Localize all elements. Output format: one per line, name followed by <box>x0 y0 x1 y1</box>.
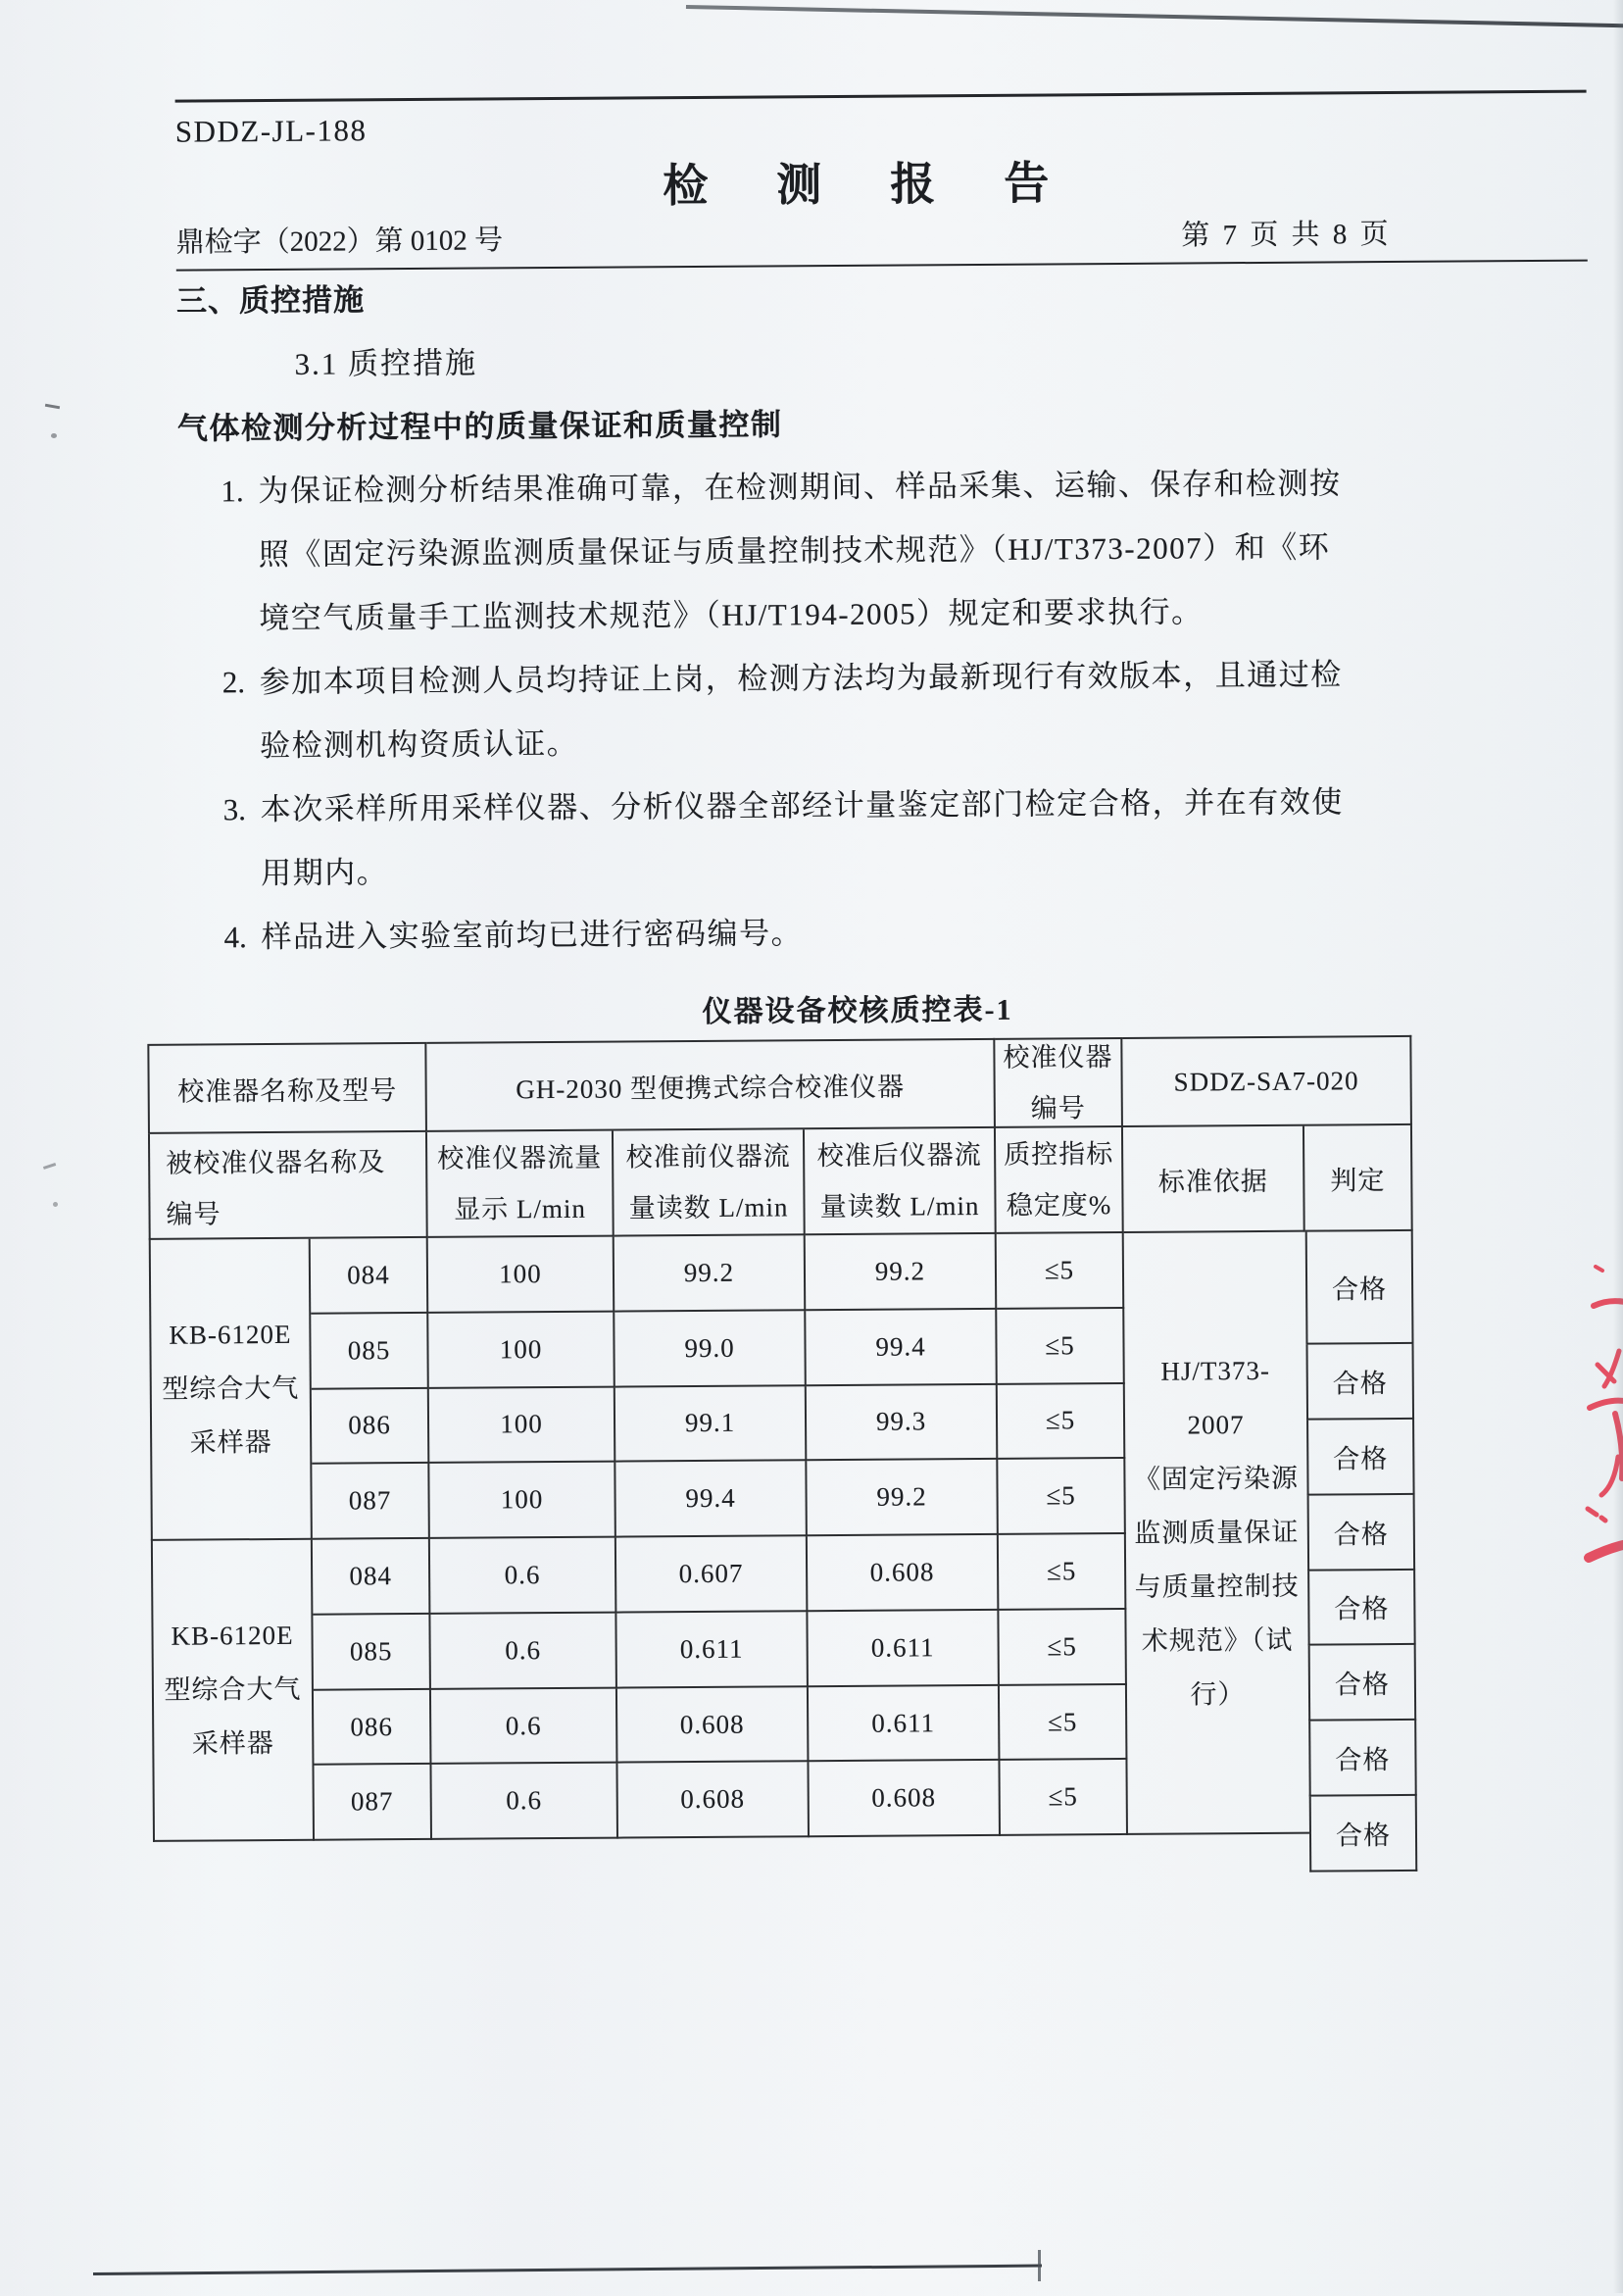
report-number: 鼎检字（2022）第 0102 号 <box>175 225 504 259</box>
post-reading-cell: 99.2 <box>807 1460 999 1536</box>
verdict-cell: 合格 <box>1308 1721 1417 1797</box>
page-indicator: 第 7 页 共 8 页 <box>1181 219 1392 252</box>
verdict-cell: 合格 <box>1308 1645 1417 1722</box>
flow-display-cell: 0.6 <box>431 1764 618 1840</box>
post-reading-cell: 0.611 <box>809 1686 1001 1763</box>
cell-line: 校准仪器流量 <box>437 1142 603 1173</box>
post-reading-cell: 0.611 <box>808 1611 1000 1687</box>
stability-cell: ≤5 <box>998 1384 1126 1461</box>
cell-line: 校准前仪器流 <box>625 1141 791 1173</box>
post-reading-cell: 0.608 <box>808 1535 1000 1612</box>
flow-display-cell: 100 <box>428 1312 615 1388</box>
top-rule <box>175 90 1587 103</box>
stability-cell: ≤5 <box>998 1459 1126 1535</box>
cell-line: 《固定污染源 <box>1133 1463 1300 1494</box>
header-standard-cell: 标准依据 <box>1123 1126 1305 1233</box>
cell-line: 编号 <box>1030 1093 1086 1123</box>
list-item-line: 境空气质量手工监测技术规范》（HJ/T194-2005）规定和要求执行。 <box>259 594 1204 636</box>
verdict-cell: 合格 <box>1307 1570 1416 1646</box>
verdict-cell: 合格 <box>1306 1420 1415 1496</box>
verdict-cell: 合格 <box>1306 1344 1415 1421</box>
header-verdict-cell: 判定 <box>1304 1125 1413 1232</box>
header-flow-display-cell <box>427 1131 615 1238</box>
cell-line: 校准仪器 <box>1003 1042 1113 1073</box>
post-reading-cell: 99.4 <box>806 1310 998 1386</box>
cell-line: 与质量控制技 <box>1134 1571 1300 1602</box>
instrument-no-cell: 085 <box>313 1615 431 1691</box>
pre-reading-cell: 0.611 <box>616 1612 809 1688</box>
list-item <box>179 770 1415 906</box>
pre-reading-cell: 0.608 <box>617 1763 810 1839</box>
cell-line: KB-6120E <box>169 1319 292 1350</box>
cell-line: 量读数 L/min <box>819 1190 980 1223</box>
header-calibrator-value-cell: GH-2030 型便携式综合校准仪器 <box>426 1038 996 1132</box>
stability-cell: ≤5 <box>997 1233 1125 1310</box>
red-signature-stamp <box>1451 1255 1623 1608</box>
report-meta-row <box>175 211 1587 261</box>
cell-line: 量读数 L/min <box>628 1192 789 1223</box>
list-item-line: 验检测机构资质认证。 <box>260 725 579 764</box>
stability-cell: ≤5 <box>999 1610 1127 1686</box>
cell-line: KB-6120E <box>171 1621 294 1651</box>
cell-line: 校准后仪器流 <box>816 1139 982 1172</box>
pre-reading-cell: 99.1 <box>615 1386 808 1463</box>
pre-reading-cell: 0.608 <box>617 1687 810 1764</box>
header-device-label-cell <box>148 1132 428 1240</box>
table-title: 仪器设备校核质控表-1 <box>702 993 1013 1028</box>
post-reading-cell: 0.608 <box>809 1761 1001 1837</box>
list-item-number: 3. <box>222 792 247 827</box>
header-calibrator-label-cell: 校准器名称及型号 <box>147 1042 427 1134</box>
header-pre-reading-cell <box>614 1129 806 1236</box>
cell-line: HJ/T373-2007 <box>1160 1355 1271 1440</box>
flow-display-cell: 0.6 <box>430 1538 617 1615</box>
cell-line: 型综合大气 <box>164 1674 302 1705</box>
standard-basis-cell <box>1124 1232 1309 1836</box>
device-name-cell <box>149 1239 313 1541</box>
instrument-no-cell: 087 <box>314 1765 432 1841</box>
pre-reading-cell: 0.607 <box>616 1536 809 1613</box>
cell-line: 稳定度% <box>1006 1190 1112 1221</box>
stability-cell: ≤5 <box>997 1309 1125 1385</box>
list-item-line: 样品进入实验室前均已进行密码编号。 <box>261 916 804 955</box>
flow-display-cell: 100 <box>428 1237 615 1314</box>
qc-list <box>177 451 1416 970</box>
list-item <box>179 642 1415 778</box>
header-post-reading-cell <box>805 1128 997 1235</box>
header-calibrator-no-cell <box>995 1037 1123 1128</box>
list-item-line: 参加本项目检测人员均持证上岗，检测方法均为最新现行有效版本，且通过检 <box>259 657 1343 700</box>
cell-line: 被校准仪器名称及 <box>166 1147 386 1178</box>
device-name-cell <box>151 1540 315 1842</box>
list-item-number: 2. <box>221 665 246 700</box>
instrument-no-cell: 084 <box>313 1539 431 1616</box>
list-item <box>177 451 1413 651</box>
doc-code: SDDZ-JL-188 <box>174 113 368 149</box>
list-item-line: 为保证检测分析结果准确可靠，在检测期间、样品采集、运输、保存和检测按 <box>258 466 1342 509</box>
pre-reading-cell: 99.0 <box>615 1311 807 1387</box>
cell-line: 监测质量保证 <box>1134 1517 1300 1548</box>
list-item-line: 用期内。 <box>260 855 389 891</box>
header-calibrator-no-value-cell: SDDZ-SA7-020 <box>1122 1035 1412 1127</box>
stability-cell: ≤5 <box>999 1534 1127 1611</box>
post-reading-cell: 99.2 <box>806 1234 998 1311</box>
cell-line: 显示 L/min <box>454 1193 586 1224</box>
page-title: 检 测 报 告 <box>663 158 1061 212</box>
scan-right-edge-shade <box>1613 0 1623 2293</box>
pre-reading-cell: 99.2 <box>615 1235 807 1312</box>
qc-table <box>147 1033 1623 1879</box>
flow-display-cell: 0.6 <box>431 1688 618 1765</box>
flow-display-cell: 100 <box>429 1463 616 1539</box>
cell-line: 行） <box>1190 1678 1246 1710</box>
stability-cell: ≤5 <box>1000 1685 1128 1762</box>
list-item <box>180 897 1415 970</box>
verdict-cell: 合格 <box>1307 1495 1416 1572</box>
list-item-line: 照《固定污染源监测质量保证与质量控制技术规范》（HJ/T373-2007）和《环 <box>258 529 1331 573</box>
qa-heading: 气体检测分析过程中的质量保证和质量控制 <box>176 407 783 446</box>
cell-line: 编号 <box>166 1199 221 1229</box>
list-item-number: 4. <box>223 920 247 955</box>
instrument-no-cell: 086 <box>312 1388 430 1465</box>
instrument-no-cell: 087 <box>312 1464 430 1540</box>
list-item-number: 1. <box>221 474 244 509</box>
instrument-no-cell: 085 <box>311 1314 429 1390</box>
cell-line: 术规范》（试 <box>1141 1624 1294 1656</box>
verdict-cell: 合格 <box>1305 1231 1414 1345</box>
post-reading-cell: 99.3 <box>807 1384 999 1461</box>
header-stability-cell <box>996 1127 1124 1234</box>
list-item-line: 本次采样所用采样仪器、分析仪器全部经计量鉴定部门检定合格，并在有效使 <box>260 784 1344 827</box>
flow-display-cell: 100 <box>429 1387 616 1464</box>
stability-cell: ≤5 <box>1000 1760 1128 1836</box>
pre-reading-cell: 99.4 <box>615 1462 808 1538</box>
cell-line: 质控指标 <box>1004 1139 1114 1170</box>
cell-line: 型综合大气 <box>162 1373 300 1404</box>
instrument-no-cell: 084 <box>311 1238 429 1315</box>
flow-display-cell: 0.6 <box>430 1613 617 1689</box>
scan-bottom-edge-tick <box>1038 2250 1041 2281</box>
cell-line: 采样器 <box>189 1427 272 1458</box>
cell-line: 采样器 <box>191 1728 274 1759</box>
subsection-heading: 3.1 质控措施 <box>294 345 478 381</box>
instrument-no-cell: 086 <box>314 1690 432 1767</box>
section-heading: 三、质控措施 <box>175 282 366 319</box>
verdict-cell: 合格 <box>1309 1796 1418 1872</box>
